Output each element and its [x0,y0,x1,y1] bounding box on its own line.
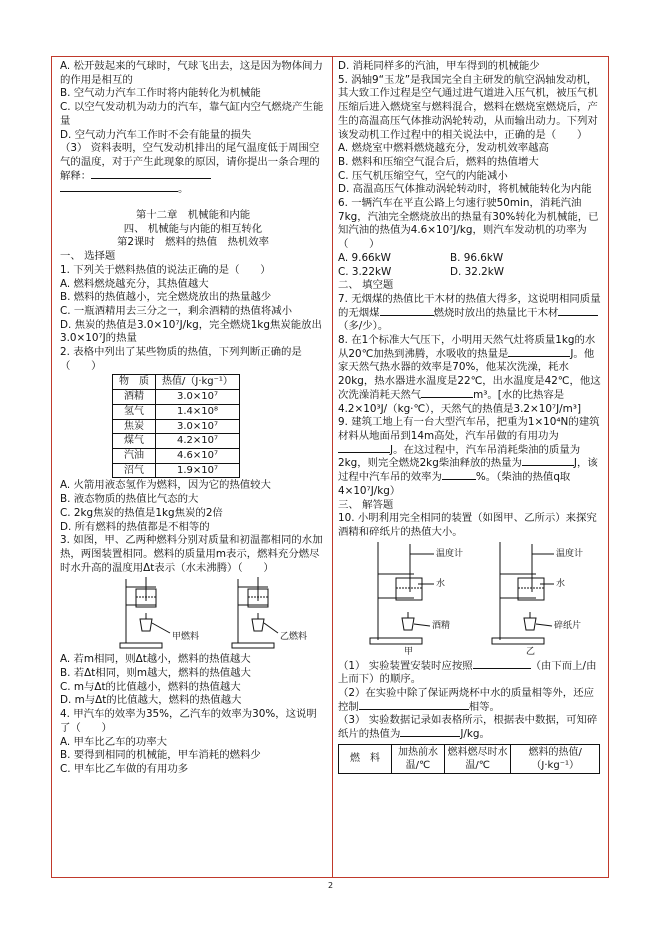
option: B. 液态物质的热值比气态的大 [60,493,199,506]
part-heading: 一、 选择题 [60,250,116,263]
question: 6. 一辆汽车在平直公路上匀速行驶50min，消耗汽油7kg，汽油完全燃烧放出的热量有30%转化为机械能，已知汽油的热值为4.6×10⁷J/kg，则汽车发动机的功率为（ ） [338,197,599,251]
left-column [60,60,326,777]
question: （3） 实验数据记录如表格所示，根据表中数据，可知碎纸片的热值为 J/kg。 [338,714,598,741]
option-row: A. 9.66kW B. 96.6kW [338,251,504,264]
answer-blank[interactable] [508,356,570,357]
table-header: 热值/（J·kg⁻¹） [156,375,240,390]
fuel-yi-label: 乙燃料 [280,632,308,643]
part-heading: 二、 填空题 [338,279,394,292]
right-column [338,60,604,774]
table-row: 沼气 1.9×10⁷ [113,463,240,478]
option: D. 所有燃料的热值都是不相等的 [60,520,210,533]
answer-blank[interactable] [60,191,178,192]
option: C. 压气机压缩空气，空气的内能减小 [338,169,508,182]
answer-blank[interactable] [522,465,574,466]
question: 7. 无烟煤的热值比干木材的热值大得多，这说明相同质量的无烟煤 燃烧时放出的热量比干木材（多/少）。 [338,292,601,333]
option: C. m与Δt的比值越小，燃料的热值越大 [60,680,241,693]
option: D. 消耗同样多的汽油，甲车得到的机械能少 [338,60,540,72]
chapter-title: 第十二章 机械能和内能 [135,209,251,222]
table-row: 汽油 4.6×10⁷ [113,448,240,463]
water-label-1: 水 [436,578,446,589]
question: 10. 小明利用完全相同的装置（如图甲、乙所示）来探究酒精和碎纸片的热值大小。 [338,512,597,538]
question: 1. 下列关于燃料热值的说法正确的是（ ） [60,263,271,276]
figure-yi-label: 乙 [526,646,536,657]
answer-blank[interactable] [338,452,390,453]
figure-jia-label: 甲 [404,646,414,657]
option: A. 火箭用液态氢作为燃料，因为它的热值较大 [60,479,271,492]
question: 8. 在1个标准大气压下，小明用天然气灶将质量1kg的水从20℃加热到沸腾，水吸收的热量是 J。他家天然气热水器的效率是70%，他某次洗澡，耗水20kg，热水器进水温度是22℃，出水温度是42℃，他这次洗澡消耗天然气 m³。[水的比热容是4.2×10³J/（kg·℃），天然气的热值是3.2×10⁷J/m³] [338,334,601,415]
part-heading: 三、 解答题 [338,498,394,511]
option: D. m与Δt的比值越大，燃料的热值越大 [60,694,242,707]
paper-label: 碎纸片 [554,620,582,631]
option: B. 若Δt相同，则m越大，燃料的热值越大 [60,667,251,680]
option: B. 燃料和压缩空气混合后，燃料的热值增大 [338,155,539,168]
answer-blank[interactable] [400,736,460,737]
experiment-figure [338,540,604,660]
question: （2）在实验中除了保证两烧杯中水的质量相等外，还应控制 相等。 [338,687,594,713]
text-line: B. 空气动力汽车工作时将内能转化为机械能 [60,87,261,100]
table-row: 酒精 3.0×10⁷ [113,390,240,405]
thermometer-label-2: 温度计 [556,548,584,559]
option: C. 一瓶酒精用去三分之一，剩余酒精的热值将减小 [60,304,293,317]
option: C. 甲车比乙车做的有用功多 [60,762,189,775]
water-label-2: 水 [556,578,566,589]
lesson-title: 第2课时 燃料的热值 热机效率 [116,236,270,249]
column-divider [332,57,333,877]
answer-blank[interactable] [380,315,434,316]
fuel-figure [60,575,326,653]
option: D. 焦炭的热值是3.0×10⁷J/kg，完全燃烧1kg焦炭能放出3.0×10⁷J的热量 [60,318,322,345]
question: （1） 实验装置安装时应按照 （由下而上/由上而下）的顺序。 [338,659,597,686]
answer-blank[interactable] [473,668,531,669]
question: 2. 表格中列出了某些物质的热值，下列判断正确的是（ ） [60,346,302,372]
text-line: C. 以空气发动机为动力的汽车，靠气缸内空气燃烧产生能量 [60,101,324,127]
alcohol-label: 酒精 [432,620,451,631]
table-row: 煤气 4.2×10⁷ [113,434,240,449]
thermometer-label-1: 温度计 [436,548,464,559]
table-header: 燃料燃尽时水温/℃ [444,744,510,773]
question: 3. 如图，甲、乙两种燃料分别对质量和初温都相同的水加热，两图装置相同。燃料的质量用m表示，燃料充分燃尽时水升高的温度用Δt表示（水未沸腾）（ ） [60,534,323,574]
section-title: 四、 机械能与内能的相互转化 [123,222,263,235]
answer-blank[interactable] [359,709,469,710]
option: A. 若m相同，则Δt越小，燃料的热值越大 [60,653,251,666]
table-header: 燃料的热值/（J·kg⁻¹） [511,744,600,773]
option: A. 燃料燃烧越充分，其热值越大 [60,277,209,290]
question: 9. 建筑工地上有一台大型汽车吊，把重为1×10⁴N的建筑材料从地面吊到14m高处，汽车吊做的有用功为J。在这过程中，汽车吊消耗柴油的质量为2kg，则完全燃烧2kg柴油释放的热量为 J，该过程中汽车吊的效率为 %。（柴油的热值q取4×10⁷J/kg） [338,416,600,497]
text-line: （3） 资料表明，空气发动机排出的尾气温度低于周围空气的温度，对于产生此现象的原因，请你提出一条合理的解释： [60,142,320,182]
table-row: 氢气 1.4×10⁸ [113,404,240,419]
answer-blank[interactable] [442,479,476,480]
text-line: D. 空气动力汽车工作时不会有能量的损失 [60,128,252,141]
answer-blank[interactable] [421,397,473,398]
option: B. 要得到相同的机械能，甲车消耗的燃料少 [60,749,261,762]
answer-blank[interactable] [558,315,598,316]
table-header: 加热前水温/℃ [392,744,445,773]
option: D. 高温高压气体推动涡轮转动时，将机械能转化为内能 [338,183,592,196]
text-line: A. 松开鼓起来的气球时，气球飞出去，这是因为物体间力的作用是相互的 [60,60,323,86]
option: C. 2kg焦炭的热值是1kg焦炭的2倍 [60,506,223,519]
text-line: 。 [60,183,326,197]
table-header: 燃 料 [339,744,392,773]
fuel-jia-label: 甲燃料 [172,632,200,643]
question: 4. 甲汽车的效率为35%，乙汽车的效率为30%，这说明了（ ） [60,708,317,734]
option: B. 燃料的热值越小，完全燃烧放出的热量越少 [60,291,272,304]
table-row: 焦炭 3.0×10⁷ [113,419,240,434]
option-row: C. 3.22kW D. 32.2kW [338,265,505,278]
answer-blank[interactable] [91,178,211,179]
option: A. 甲车比乙车的功率大 [60,735,168,748]
option: A. 燃烧室中燃料燃烧越充分，发动机效率越高 [338,142,549,155]
question: 5. 涡轴9“玉龙”是我国完全自主研发的航空涡轴发动机，其大致工作过程是空气通过进气道进入压气机，被压气机压缩后进入燃烧室与燃料混合，燃料在燃烧室燃烧后，产生的高温高压气体推动涡轮转动，从而输出动力。下列对该发动机工作过程中的相关说法中，正确的是（ ） [338,73,598,141]
table-header: 物 质 [113,375,156,390]
heat-value-table [112,374,240,478]
experiment-table [338,744,600,774]
page-number: 2 [327,881,334,890]
